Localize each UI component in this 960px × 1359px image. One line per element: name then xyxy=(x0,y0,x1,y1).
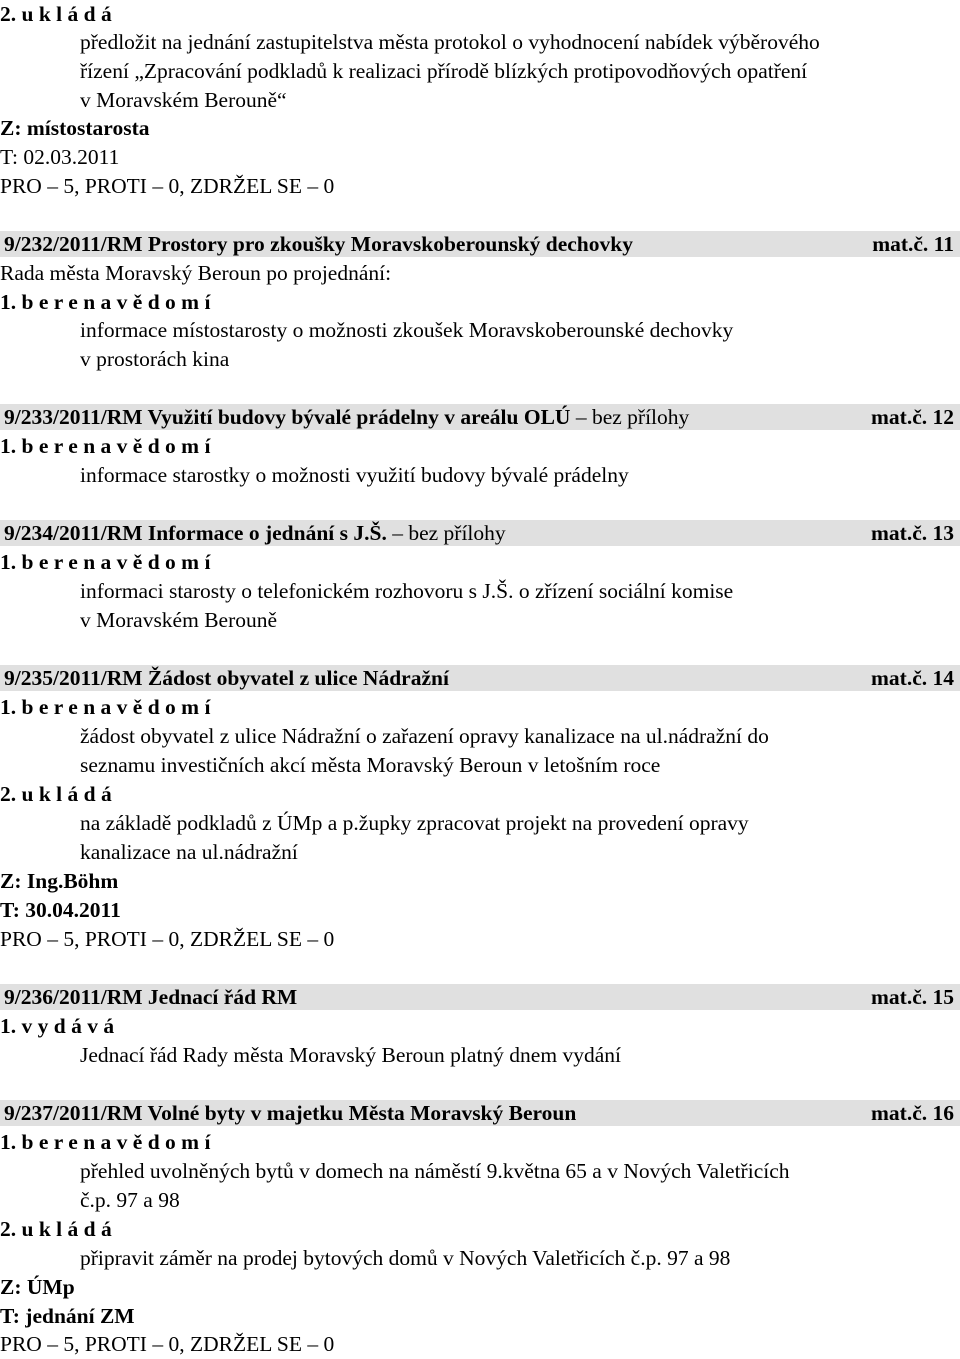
resolution-text: žádost obyvatel z ulice Nádražní o zařazení opravy kanalizace na ul.nádražní do xyxy=(80,724,769,748)
resolution-point: 1. v y d á v á xyxy=(0,1014,115,1038)
section-title: 9/237/2011/RM Volné byty v majetku Města Moravský Beroun xyxy=(4,1101,577,1125)
resolution-text: v prostorách kina xyxy=(80,347,230,371)
section-header xyxy=(0,984,960,1010)
resolution-text: kanalizace na ul.nádražní xyxy=(80,840,298,864)
section-title: 9/235/2011/RM Žádost obyvatel z ulice Nádražní xyxy=(4,666,449,690)
material-number: mat.č. 16 xyxy=(871,1101,954,1125)
responsible-person: Z: ÚMp xyxy=(0,1275,75,1299)
material-number: mat.č. 11 xyxy=(872,232,954,256)
resolution-text: připravit záměr na prodej bytových domů v Nových Valetřicích č.p. 97 a 98 xyxy=(80,1246,731,1270)
section-header xyxy=(0,520,960,546)
vote-result: PRO – 5, PROTI – 0, ZDRŽEL SE – 0 xyxy=(0,927,335,951)
resolution-text: č.p. 97 a 98 xyxy=(80,1188,180,1212)
resolution-text: řízení „Zpracování podkladů k realizaci přírodě blízkých protipovodňových opatření xyxy=(80,59,808,83)
responsible-person: Z: Ing.Böhm xyxy=(0,869,119,893)
resolution-point: 1. b e r e n a v ě d o m í xyxy=(0,434,211,458)
vote-result: PRO – 5, PROTI – 0, ZDRŽEL SE – 0 xyxy=(0,1332,335,1356)
resolution-text: na základě podkladů z ÚMp a p.župky zpracovat projekt na provedení opravy xyxy=(80,811,749,835)
deadline: T: jednání ZM xyxy=(0,1304,135,1328)
material-number: mat.č. 12 xyxy=(871,405,954,429)
section-header xyxy=(0,231,960,257)
resolution-text: v Moravském Berouně“ xyxy=(80,88,287,112)
intro-text: Rada města Moravský Beroun po projednání: xyxy=(0,261,392,285)
section-title: 9/234/2011/RM Informace o jednání s J.Š. – bez přílohy xyxy=(4,521,506,545)
resolution-text: informace starostky o možnosti využití budovy bývalé prádelny xyxy=(80,463,629,487)
section-header xyxy=(0,1100,960,1126)
responsible-person: Z: místostarosta xyxy=(0,116,150,140)
resolution-text: Jednací řád Rady města Moravský Beroun platný dnem vydání xyxy=(80,1043,621,1067)
resolution-point: 1. b e r e n a v ě d o m í xyxy=(0,695,211,719)
deadline: T: 30.04.2011 xyxy=(0,898,121,922)
resolution-text: předložit na jednání zastupitelstva města protokol o vyhodnocení nabídek výběrového xyxy=(80,30,820,54)
resolution-text: informace místostarosty o možnosti zkoušek Moravskoberounské dechovky xyxy=(80,318,734,342)
resolution-text: v Moravském Berouně xyxy=(80,608,278,632)
material-number: mat.č. 13 xyxy=(871,521,954,545)
resolution-point: 2. u k l á d á xyxy=(0,2,112,26)
vote-result: PRO – 5, PROTI – 0, ZDRŽEL SE – 0 xyxy=(0,174,335,198)
deadline: T: 02.03.2011 xyxy=(0,145,120,169)
section-header xyxy=(0,404,960,430)
resolution-text: seznamu investičních akcí města Moravský Beroun v letošním roce xyxy=(80,753,661,777)
resolution-point: 2. u k l á d á xyxy=(0,1217,112,1241)
material-number: mat.č. 14 xyxy=(871,666,954,690)
section-title: 9/233/2011/RM Využití budovy bývalé prádelny v areálu OLÚ – bez přílohy xyxy=(4,405,690,429)
resolution-text: přehled uvolněných bytů v domech na náměstí 9.května 65 a v Nových Valetřicích xyxy=(80,1159,790,1183)
material-number: mat.č. 15 xyxy=(871,985,954,1009)
resolution-point: 2. u k l á d á xyxy=(0,782,112,806)
resolution-point: 1. b e r e n a v ě d o m í xyxy=(0,1130,211,1154)
section-header xyxy=(0,665,960,691)
section-title: 9/236/2011/RM Jednací řád RM xyxy=(4,985,298,1009)
resolution-point: 1. b e r e n a v ě d o m í xyxy=(0,290,211,314)
section-title: 9/232/2011/RM Prostory pro zkoušky Moravskoberounský dechovky xyxy=(4,232,633,256)
resolution-text: informaci starosty o telefonickém rozhovoru s J.Š. o zřízení sociální komise xyxy=(80,579,734,603)
resolution-point: 1. b e r e n a v ě d o m í xyxy=(0,550,211,574)
